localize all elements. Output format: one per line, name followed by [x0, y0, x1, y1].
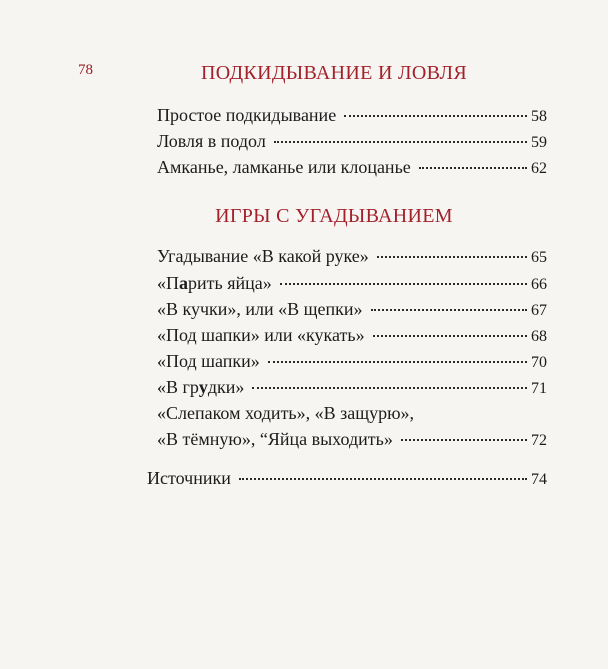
toc-entry[interactable]: [157, 104, 547, 128]
label-part: «П: [157, 273, 179, 293]
page-number: 78: [78, 62, 93, 78]
dot-leader: [268, 361, 527, 363]
dot-leader: [401, 439, 527, 441]
toc-entry-page: 72: [531, 432, 547, 449]
toc-entry-page: 65: [531, 249, 547, 266]
toc-entry-label: Угадывание «В какой руке»: [157, 246, 369, 266]
toc-entry[interactable]: [157, 130, 547, 154]
toc-entry[interactable]: [157, 376, 547, 400]
toc-entry-sources[interactable]: [147, 467, 547, 491]
toc-entry[interactable]: [157, 428, 547, 452]
toc-entry-page: 58: [531, 108, 547, 125]
toc-entry-label: [157, 272, 272, 294]
dot-leader: [280, 283, 527, 285]
dot-leader: [419, 167, 527, 169]
toc-entry-label: Ловля в подол: [157, 131, 266, 151]
section-title-tossing: ПОДКИДЫВАНИЕ И ЛОВЛЯ: [201, 62, 467, 84]
toc-entry-label: «Под шапки»: [157, 351, 260, 371]
toc-entry-label: «В кучки», или «В щепки»: [157, 299, 363, 319]
toc-entry[interactable]: [157, 350, 547, 374]
stressed-vowel: а: [179, 273, 188, 293]
toc-entry-page: 62: [531, 160, 547, 177]
dot-leader: [252, 387, 527, 389]
toc-entry-page: 59: [531, 134, 547, 151]
toc-entry-label: [157, 376, 244, 398]
toc-entry-page: 68: [531, 328, 547, 345]
dot-leader: [239, 478, 527, 480]
toc-entry[interactable]: [157, 272, 547, 296]
toc-entry-label: Амканье, ламканье или клоцанье: [157, 157, 411, 177]
toc-entry-page: 66: [531, 276, 547, 293]
label-part: дки»: [207, 377, 245, 397]
stressed-vowel: у: [198, 377, 208, 397]
toc-entry-page: 74: [531, 471, 547, 488]
toc-entry[interactable]: [157, 324, 547, 348]
dot-leader: [377, 256, 527, 258]
section-title-guessing: ИГРЫ С УГАДЫВАНИЕМ: [215, 205, 453, 227]
label-part: рить яйца»: [188, 273, 272, 293]
toc-entry[interactable]: [157, 298, 547, 322]
dot-leader: [344, 115, 527, 117]
toc-entry-label: Простое подкидывание: [157, 105, 337, 125]
toc-entry-page: 71: [531, 380, 547, 397]
toc-entry-line1[interactable]: «Слепаком ходить», «В защурю»,: [157, 403, 415, 423]
toc-entry[interactable]: [157, 245, 547, 269]
toc-entry[interactable]: [157, 156, 547, 180]
dot-leader: [371, 309, 527, 311]
label-part: «В гр: [157, 377, 199, 397]
toc-entry-label: Источники: [147, 468, 231, 488]
toc-entry-label: «В тёмную», “Яйца выходить»: [157, 429, 393, 449]
dot-leader: [274, 141, 527, 143]
toc-entry-page: 67: [531, 302, 547, 319]
toc-entry-label: «Под шапки» или «кукать»: [157, 325, 365, 345]
dot-leader: [373, 335, 527, 337]
toc-entry-page: 70: [531, 354, 547, 371]
